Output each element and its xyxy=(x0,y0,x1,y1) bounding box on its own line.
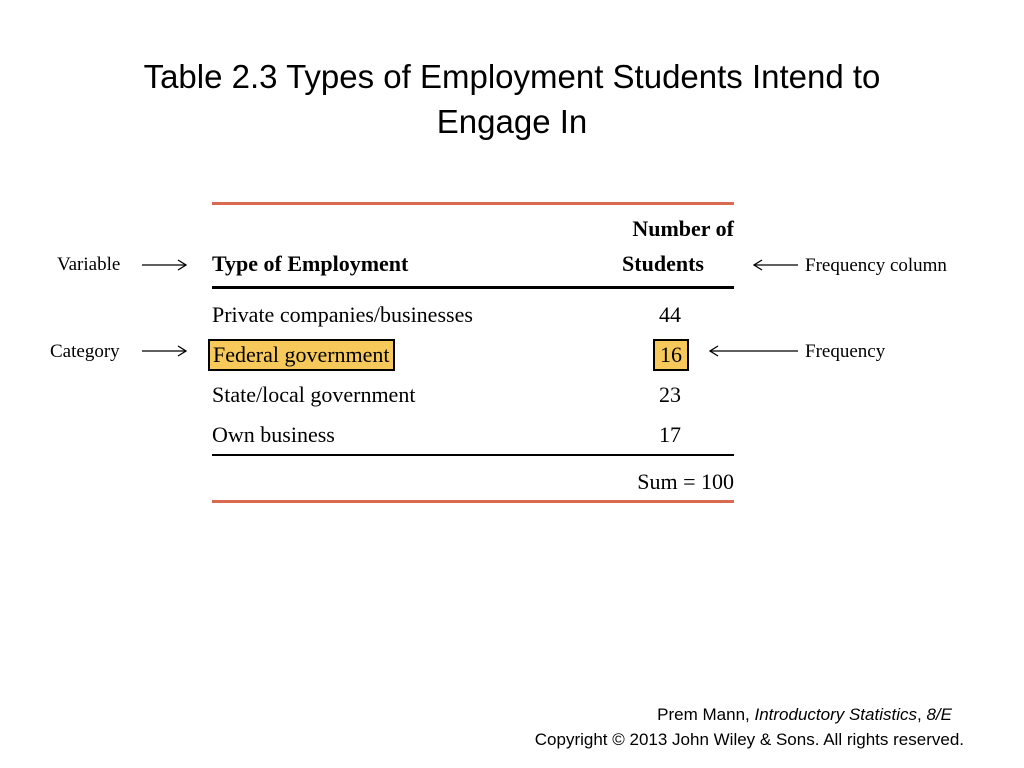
footer-citation xyxy=(657,704,952,726)
table-top-rule xyxy=(212,202,734,205)
footer-author: Prem Mann, xyxy=(657,705,750,724)
header-rule xyxy=(212,286,734,289)
sum-rule xyxy=(212,454,734,456)
header-number-of: Number of xyxy=(632,216,734,241)
footer-book-title: Introductory Statistics xyxy=(754,705,917,724)
annotation-frequency: Frequency xyxy=(805,341,886,362)
table-bottom-rule xyxy=(212,500,734,503)
table-row-value-highlighted: 16 xyxy=(655,341,687,369)
annotation-frequency-column: Frequency column xyxy=(805,255,947,276)
employment-table xyxy=(212,200,734,506)
sum-label: Sum = 100 xyxy=(637,469,734,494)
slide-title: Table 2.3 Types of Employment Students Intend to Engage In xyxy=(143,58,881,140)
header-type-of-employment: Type of Employment xyxy=(212,251,409,276)
annotation-category: Category xyxy=(50,341,120,362)
arrow-right-icon xyxy=(142,345,188,357)
header-students: Students xyxy=(622,251,704,276)
arrow-right-icon xyxy=(142,259,188,271)
table-row-value: 17 xyxy=(659,422,681,447)
table-row-label: Own business xyxy=(212,422,335,447)
annotation-variable: Variable xyxy=(57,254,121,275)
table-row-label-highlighted: Federal government xyxy=(210,341,393,369)
table-row-label: State/local government xyxy=(212,382,416,407)
table-row-value: 44 xyxy=(659,302,681,327)
footer-edition: 8/E xyxy=(926,705,952,724)
arrow-left-icon xyxy=(708,345,798,357)
footer-copyright: Copyright © 2013 John Wiley & Sons. All rights reserved. xyxy=(534,730,964,749)
footer-comma: , xyxy=(917,705,922,724)
arrow-left-icon xyxy=(752,259,798,271)
table-row-value: 23 xyxy=(659,382,681,407)
table-row-label: Private companies/businesses xyxy=(212,302,473,327)
